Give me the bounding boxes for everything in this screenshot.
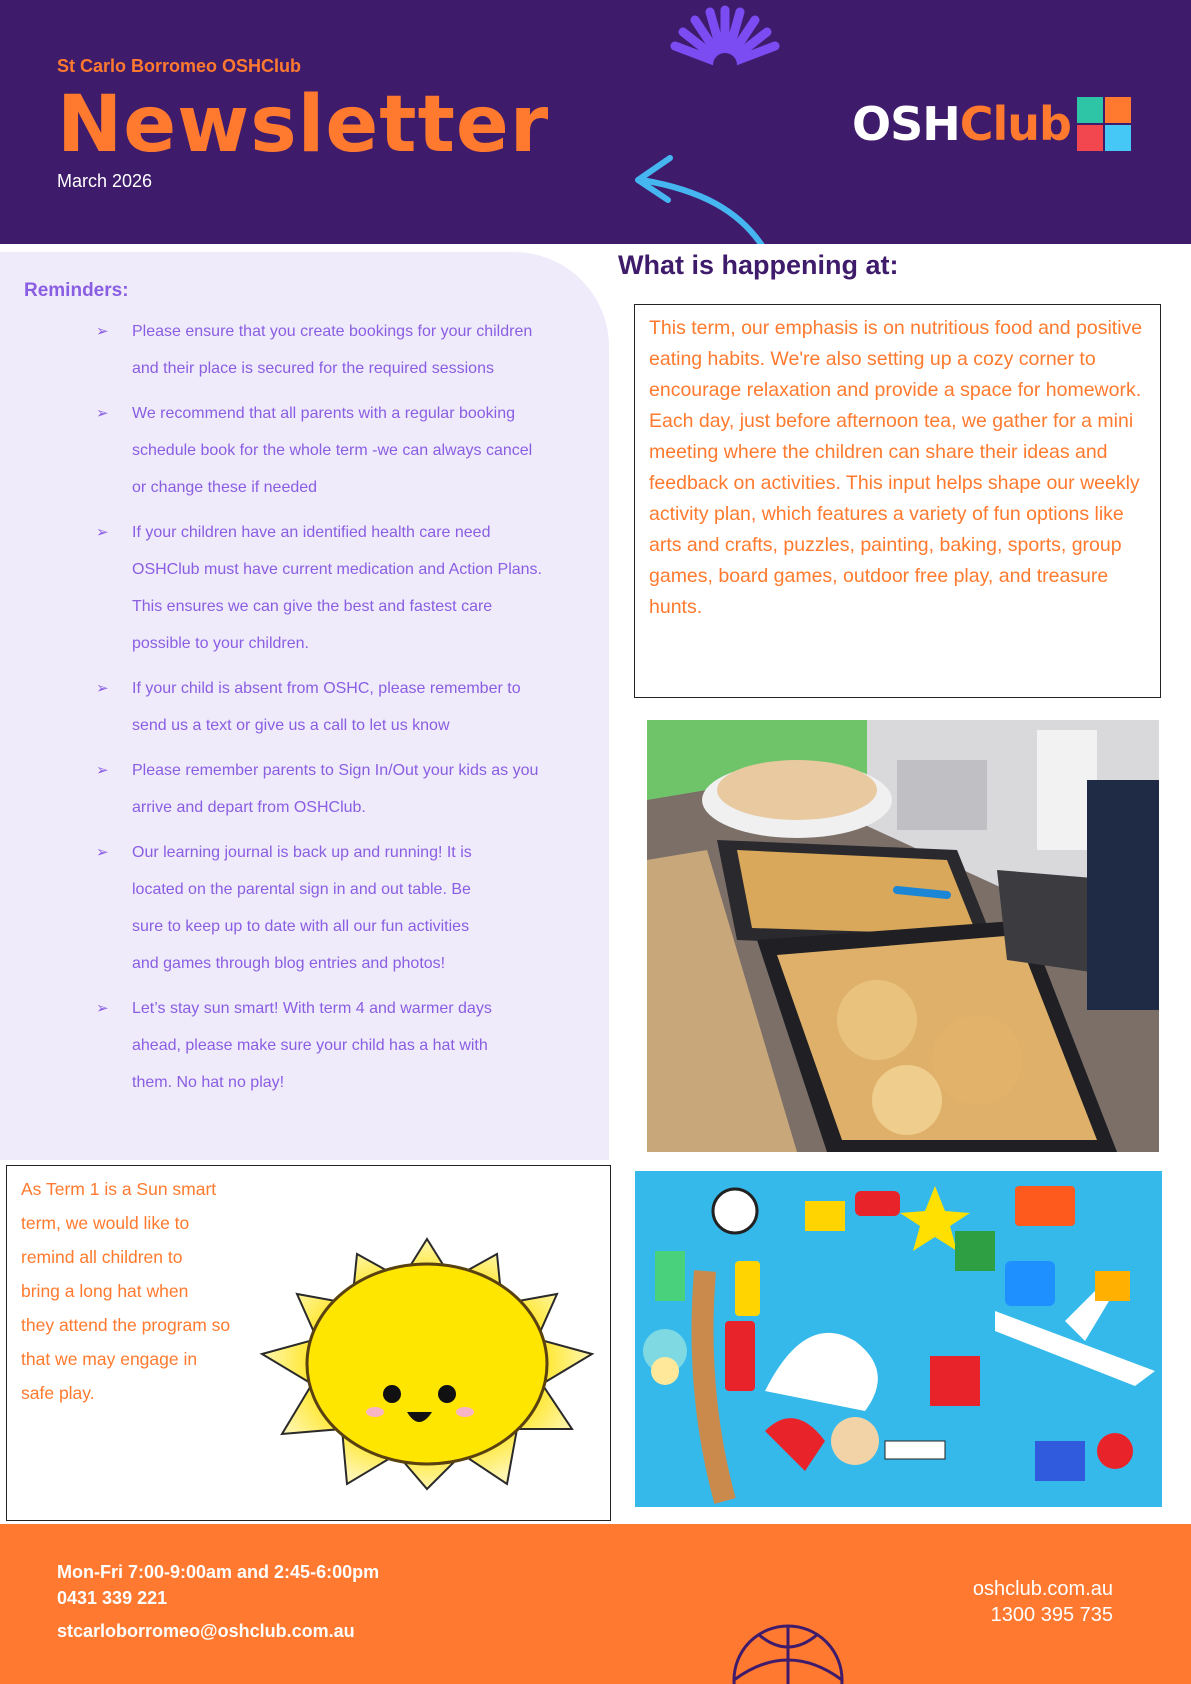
reminder-line: Let’s stay sun smart! With term 4 and warmer days: [132, 1000, 492, 1017]
newsletter-date: March 2026: [57, 171, 153, 191]
email-address[interactable]: stcarloborromeo@oshclub.com.au: [57, 1621, 355, 1641]
toys-photo-illustration: [635, 1171, 1162, 1507]
reminder-item: [96, 514, 596, 662]
curved-arrow-icon: [630, 150, 770, 244]
food-photo: [647, 720, 1159, 1152]
logo-club-text: Club: [959, 97, 1071, 151]
reminder-line: them. No hat no play!: [132, 1074, 285, 1091]
reminders-title: Reminders:: [24, 280, 129, 301]
happening-box: [634, 304, 1161, 698]
logo-square: [1077, 97, 1103, 123]
hotline-number: 1300 395 735: [990, 1604, 1113, 1626]
reminder-line: OSHClub must have current medication and Action Plans.: [132, 561, 542, 578]
reminder-line: schedule book for the whole term -we can always cancel: [132, 442, 533, 459]
reminder-line: possible to your children.: [132, 635, 309, 652]
reminder-line: sure to keep up to date with all our fun activities: [132, 918, 470, 935]
sun-smart-line: As Term 1 is a Sun smart: [21, 1179, 217, 1199]
sun-smart-line: remind all children to: [21, 1247, 183, 1267]
reminder-text: [132, 834, 472, 982]
logo-square: [1105, 97, 1131, 123]
reminder-text: [132, 990, 492, 1101]
reminder-text: [132, 313, 532, 387]
reminder-line: arrive and depart from OSHClub.: [132, 799, 366, 816]
arrow-bullet-icon: ➢: [96, 1000, 109, 1017]
reminder-line: or change these if needed: [132, 479, 318, 496]
reminder-line: If your children have an identified health care need: [132, 524, 491, 541]
reminder-item: [96, 670, 596, 744]
basketball-icon: [728, 1620, 848, 1684]
arrow-bullet-icon: ➢: [96, 844, 109, 861]
reminders-list: [96, 313, 596, 1109]
sun-smart-text: [21, 1172, 251, 1410]
sun-smart-line: safe play.: [21, 1383, 95, 1403]
footer-banner: [0, 1524, 1191, 1684]
reminder-item: [96, 752, 596, 826]
happening-text: This term, our emphasis is on nutritious food and positive eating habits. We're also setting up a cozy corner to encourage relaxation and provide a space for homework. Each day, just before afternoon tea, we gather for a mini meeting where the children can share their ideas and feedback on activities. This input helps shape our weekly activity plan, which features a variety of fun options like arts and crafts, puzzles, painting, baking, sports, group games, board games, outdoor free play, and treasure hunts.: [649, 317, 1143, 618]
sun-smart-line: bring a long hat when: [21, 1281, 189, 1301]
arrow-bullet-icon: ➢: [96, 680, 109, 697]
reminder-line: We recommend that all parents with a regular booking: [132, 405, 516, 422]
logo-squares-icon: [1077, 97, 1131, 151]
reminder-item: [96, 395, 596, 506]
reminder-text: [132, 395, 532, 506]
sun-icon: [257, 1234, 597, 1494]
arrow-bullet-icon: ➢: [96, 762, 109, 779]
phone-number: 0431 339 221: [57, 1588, 168, 1608]
reminder-item: [96, 834, 596, 982]
reminder-text: [132, 670, 521, 744]
opening-hours: Mon-Fri 7:00-9:00am and 2:45-6:00pm: [57, 1562, 380, 1582]
reminder-line: ahead, please make sure your child has a hat with: [132, 1037, 488, 1054]
arrow-bullet-icon: ➢: [96, 405, 109, 422]
school-name: St Carlo Borromeo OSHClub: [57, 56, 302, 76]
arrow-bullet-icon: ➢: [96, 323, 109, 340]
reminder-line: and their place is secured for the required sessions: [132, 360, 494, 377]
arrow-bullet-icon: ➢: [96, 524, 109, 541]
reminder-text: [132, 514, 542, 662]
reminder-line: Our learning journal is back up and running! It is: [132, 844, 472, 861]
starburst-icon: [655, 0, 795, 70]
header-banner: [0, 0, 1191, 244]
reminder-item: [96, 990, 596, 1101]
toys-photo: [635, 1171, 1162, 1507]
newsletter-title: Newsletter: [57, 80, 550, 170]
happening-heading: What is happening at:: [618, 250, 899, 280]
reminder-text: [132, 752, 538, 826]
reminder-line: Please remember parents to Sign In/Out your kids as you: [132, 762, 539, 779]
oshclub-logo: [852, 97, 1131, 151]
reminder-line: This ensures we can give the best and fastest care: [132, 598, 493, 615]
food-photo-illustration: [647, 720, 1159, 1152]
sun-smart-line: they attend the program so: [21, 1315, 231, 1335]
logo-osh-text: OSH: [852, 97, 960, 151]
logo-square: [1105, 125, 1131, 151]
reminder-line: located on the parental sign in and out table. Be: [132, 881, 471, 898]
reminder-line: and games through blog entries and photos!: [132, 955, 446, 972]
sun-smart-box: [6, 1165, 611, 1521]
sun-smart-line: that we may engage in: [21, 1349, 198, 1369]
sun-smart-line: term, we would like to: [21, 1213, 190, 1233]
logo-square: [1077, 125, 1103, 151]
reminder-line: Please ensure that you create bookings for your children: [132, 323, 533, 340]
reminder-item: [96, 313, 596, 387]
website-link[interactable]: oshclub.com.au: [972, 1578, 1113, 1600]
reminder-line: send us a text or give us a call to let us know: [132, 717, 450, 734]
reminder-line: If your child is absent from OSHC, please remember to: [132, 680, 521, 697]
